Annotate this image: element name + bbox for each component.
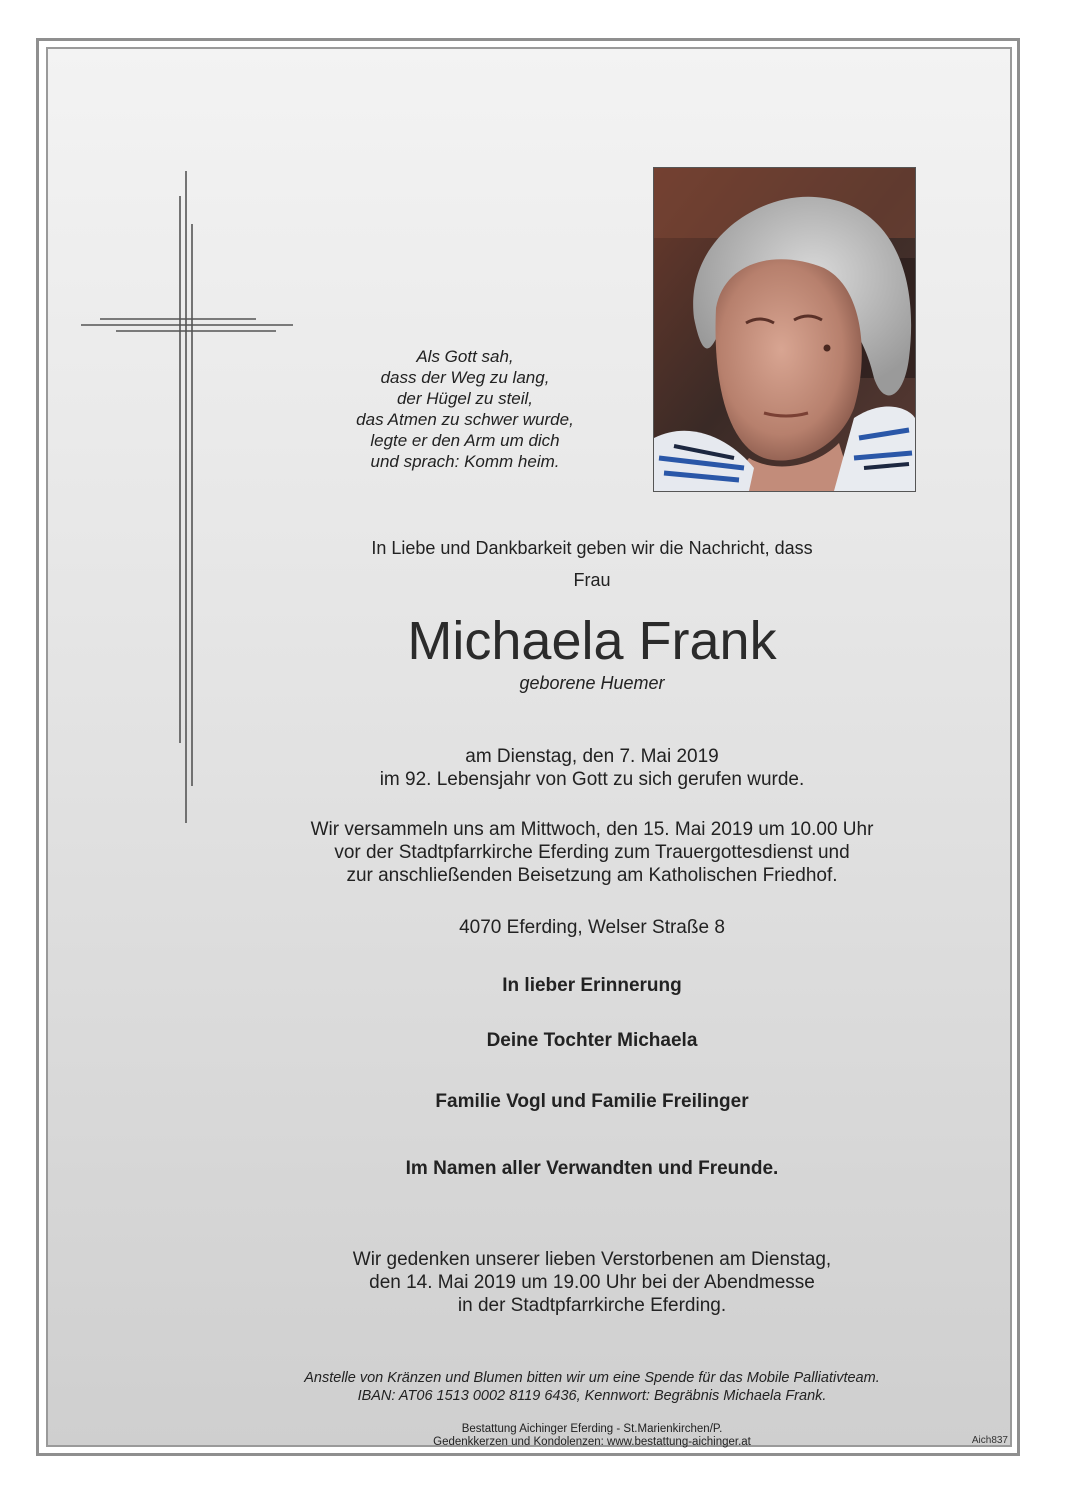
salutation: Frau [573,570,611,590]
maiden-name: geborene Huemer [519,673,665,693]
memorial-mass [242,1248,942,1317]
donation-note [200,1369,984,1405]
intro-text: In Liebe und Dankbarkeit geben wir die Nachricht, dass [371,538,813,558]
mourner-relatives: Im Namen aller Verwandten und Freunde. [405,1158,779,1179]
donation-iban: IBAN: AT06 1513 0002 8119 6436, Kennwort: Begräbnis Michaela Frank. [357,1388,827,1404]
address: 4070 Eferding, Welser Straße 8 [459,917,725,938]
poem-line: der Hügel zu steil, [396,389,534,408]
memorial-line: Wir gedenken unserer lieben Verstorbenen am Dienstag, [352,1249,832,1270]
death-date: am Dienstag, den 7. Mai 2019 [465,746,719,767]
memorial-line: den 14. Mai 2019 um 19.00 Uhr bei der Abendmesse [369,1272,815,1293]
poem-line: das Atmen zu schwer wurde, [356,410,574,429]
death-notice [242,745,942,791]
service-line: zur anschließenden Beisetzung am Katholischen Friedhof. [346,865,838,886]
service-info [242,818,942,887]
funeral-home-website: Gedenkkerzen und Kondolenzen: www.bestattung-aichinger.at [433,1436,751,1448]
mourner-heading: In lieber Erinnerung [502,975,682,996]
funeral-home-info [242,1423,942,1449]
deceased-name: Michaela Frank [407,611,777,671]
poem-line: dass der Weg zu lang, [380,368,550,387]
portrait-photo [654,168,915,491]
memorial-line: in der Stadtpfarrkirche Eferding. [457,1295,727,1316]
mourner-families: Familie Vogl und Familie Freilinger [435,1091,749,1112]
death-age: im 92. Lebensjahr von Gott zu sich gerufen wurde. [379,769,805,790]
poem-line: und sprach: Komm heim. [370,452,560,471]
service-line: Wir versammeln uns am Mittwoch, den 15. Mai 2019 um 10.00 Uhr [310,819,874,840]
poem-line: Als Gott sah, [416,347,514,366]
mourner-daughter: Deine Tochter Michaela [486,1030,698,1051]
poem [300,346,630,472]
document-code: Aich837 [971,1435,1008,1446]
donation-line: Anstelle von Kränzen und Blumen bitten wir um eine Spende für das Mobile Palliativteam. [304,1370,880,1386]
poem-line: legte er den Arm um dich [370,431,560,450]
funeral-home-name: Bestattung Aichinger Eferding - St.Marienkirchen/P. [461,1423,723,1435]
cross-icon [78,168,298,828]
service-line: vor der Stadtpfarrkirche Eferding zum Trauergottesdienst und [334,842,850,863]
